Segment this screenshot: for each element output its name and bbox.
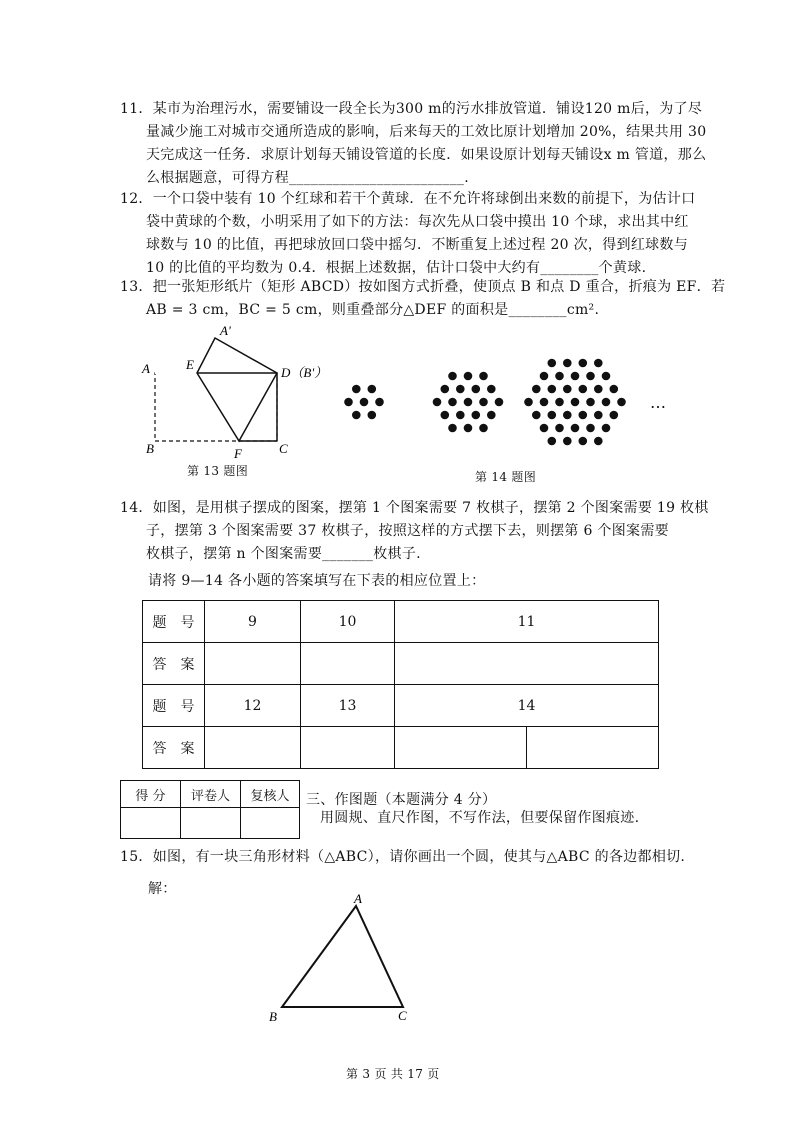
chess-piece-dot	[586, 398, 595, 407]
chess-piece-dot	[532, 385, 541, 394]
q15-solution-label: 解：	[148, 881, 177, 897]
chess-piece-dot	[368, 411, 377, 420]
triangle-ABC	[282, 906, 403, 1007]
label-E: E	[186, 357, 194, 372]
chess-piece-dot	[594, 359, 603, 368]
label-C: C	[398, 1008, 407, 1023]
chess-piece-dot	[571, 398, 580, 407]
chess-piece-dot	[368, 385, 377, 394]
chess-piece-dot	[571, 372, 580, 381]
chess-piece-dot	[448, 398, 457, 407]
chess-piece-dot	[617, 398, 626, 407]
chess-piece-dot	[472, 411, 481, 420]
label-A: A	[142, 361, 150, 376]
folded-quadrilateral	[197, 338, 277, 441]
section3-desc: 用圆规、直尺作图，不写作法，但要保留作图痕迹.	[320, 810, 640, 826]
figure-14	[330, 340, 690, 450]
q12-line2: 袋中黄球的个数，小明采用了如下的方法：每次先从口袋中摸出 10 个球，求出其中红	[146, 214, 689, 230]
chess-piece-dot	[563, 385, 572, 394]
reviewer-header: 复核人	[241, 781, 300, 808]
chess-piece-dot	[602, 424, 611, 433]
chess-piece-dot	[360, 398, 369, 407]
question-number-cell: 12	[205, 685, 301, 727]
answer-cell[interactable]	[301, 727, 395, 769]
answer-cell[interactable]	[205, 643, 301, 685]
table-row	[143, 685, 659, 727]
label-C: C	[279, 441, 288, 456]
label-B: B	[269, 1009, 277, 1024]
table-row	[143, 601, 659, 643]
question-number-cell: 11	[395, 601, 659, 643]
chess-piece-dot	[524, 398, 533, 407]
grader-cell[interactable]	[181, 808, 241, 839]
answer-cell[interactable]	[301, 643, 395, 685]
dot-pattern-3	[524, 359, 626, 446]
chess-piece-dot	[464, 398, 473, 407]
chess-piece-dot	[532, 411, 541, 420]
label-B: B	[146, 441, 154, 456]
chess-piece-dot	[495, 398, 504, 407]
question-number-cell: 14	[395, 685, 659, 727]
fig14-caption: 第 14 题图	[475, 470, 536, 484]
q11-line1: 11．某市为治理污水，需要铺设一段全长为300 m的污水排放管道．铺设120 m后，为了尽	[120, 101, 703, 117]
chess-piece-dot	[464, 372, 473, 381]
answer-cell[interactable]	[527, 727, 659, 769]
question-number-cell: 10	[301, 601, 395, 643]
chess-piece-dot	[555, 372, 564, 381]
section3-title: 三、作图题（本题满分 4 分）	[306, 792, 497, 808]
chess-piece-dot	[540, 424, 549, 433]
chess-piece-dot	[563, 437, 572, 446]
chess-piece-dot	[464, 424, 473, 433]
chess-piece-dot	[433, 398, 442, 407]
chess-piece-dot	[610, 411, 619, 420]
answer-cell[interactable]	[395, 643, 659, 685]
chess-piece-dot	[540, 372, 549, 381]
chess-piece-dot	[579, 359, 588, 368]
q11-line2: 量减少施工对城市交通所造成的影响，后来每天的工效比原计划增加 20%，结果共用 30	[146, 124, 707, 140]
chess-piece-dot	[352, 385, 361, 394]
chess-piece-dot	[579, 385, 588, 394]
table-instruction: 请将 9—14 各小题的答案填写在下表的相应位置上：	[148, 573, 486, 589]
chess-piece-dot	[487, 411, 496, 420]
answer-cell[interactable]	[395, 727, 527, 769]
chess-piece-dot	[548, 385, 557, 394]
chess-piece-dot	[579, 437, 588, 446]
q14-line3: 枚棋子，摆第 n 个图案需要_______枚棋子.	[146, 546, 421, 562]
q11-line3: 天完成这一任务．求原计划每天铺设管道的长度．如果设原计划每天铺设x m 管道，那么	[146, 147, 707, 163]
header-cell: 答 案	[143, 727, 205, 769]
chess-piece-dot	[594, 411, 603, 420]
chess-piece-dot	[548, 437, 557, 446]
chess-piece-dot	[563, 411, 572, 420]
q11-line4: 么根据题意，可得方程________________________.	[146, 170, 469, 186]
question-number-cell: 13	[301, 685, 395, 727]
figure-13	[140, 320, 328, 480]
chess-piece-dot	[594, 437, 603, 446]
score-header: 得 分	[121, 781, 181, 808]
figure-15	[262, 888, 422, 1028]
chess-piece-dot	[555, 398, 564, 407]
question-number-cell: 9	[205, 601, 301, 643]
chess-piece-dot	[571, 424, 580, 433]
fig13-caption: 第 13 题图	[187, 464, 248, 478]
chess-piece-dot	[448, 424, 457, 433]
chess-piece-dot	[610, 385, 619, 394]
chess-piece-dot	[375, 398, 384, 407]
score-table	[120, 780, 300, 839]
table-row	[143, 643, 659, 685]
chess-piece-dot	[555, 424, 564, 433]
chess-piece-dot	[344, 398, 353, 407]
chess-piece-dot	[586, 372, 595, 381]
chess-piece-dot	[352, 411, 361, 420]
chess-piece-dot	[441, 411, 450, 420]
label-A: A	[354, 891, 362, 906]
chess-piece-dot	[479, 424, 488, 433]
q12-line3: 球数与 10 的比值，再把球放回口袋中摇匀．不断重复上述过程 20 次，得到红球数与	[146, 237, 689, 253]
fig14-ellipsis: …	[650, 393, 667, 412]
header-cell: 题 号	[143, 685, 205, 727]
reviewer-cell[interactable]	[241, 808, 300, 839]
q14-line1: 14．如图，是用棋子摆成的图案，摆第 1 个图案需要 7 枚棋子，摆第 2 个图案需要 19 枚棋	[120, 500, 709, 516]
q12-line4: 10 的比值的平均数为 0.4．根据上述数据，估计口袋中大约有________个黄球.	[146, 260, 647, 276]
label-F: F	[234, 446, 242, 461]
chess-piece-dot	[602, 372, 611, 381]
chess-piece-dot	[540, 398, 549, 407]
chess-piece-dot	[479, 398, 488, 407]
q13-line1: 13．把一张矩形纸片（矩形 ABCD）按如图方式折叠，使顶点 B 和点 D 重合，折痕为 EF．若	[120, 279, 726, 295]
table-row	[121, 781, 300, 808]
chess-piece-dot	[472, 385, 481, 394]
chess-piece-dot	[456, 411, 465, 420]
chess-piece-dot	[594, 385, 603, 394]
chess-piece-dot	[456, 385, 465, 394]
label-D: D（B'）	[281, 365, 328, 380]
chess-piece-dot	[448, 372, 457, 381]
table-row	[143, 727, 659, 769]
header-cell: 答 案	[143, 643, 205, 685]
chess-piece-dot	[441, 385, 450, 394]
label-A-prime: A'	[220, 323, 231, 338]
chess-piece-dot	[548, 411, 557, 420]
grader-header: 评卷人	[181, 781, 241, 808]
chess-piece-dot	[479, 372, 488, 381]
chess-piece-dot	[602, 398, 611, 407]
dot-pattern-1	[344, 385, 384, 420]
chess-piece-dot	[579, 411, 588, 420]
score-cell[interactable]	[121, 808, 181, 839]
header-cell: 题 号	[143, 601, 205, 643]
dot-pattern-2	[433, 372, 504, 433]
q14-line2: 子，摆第 3 个图案需要 37 枚棋子，按照这样的方式摆下去，则摆第 6 个图案需要	[146, 523, 669, 539]
chess-piece-dot	[586, 424, 595, 433]
q13-line2: AB = 3 cm，BC = 5 cm，则重叠部分△DEF 的面积是________cm².	[146, 302, 600, 318]
chess-piece-dot	[548, 359, 557, 368]
answer-table	[142, 600, 659, 769]
page-footer: 第 3 页 共 17 页	[346, 1067, 440, 1081]
chess-piece-dot	[487, 385, 496, 394]
answer-cell[interactable]	[205, 727, 301, 769]
q15-line1: 15．如图，有一块三角形材料（△ABC），请你画出一个圆，使其与△ABC 的各边都相切.	[120, 849, 686, 865]
table-row	[121, 808, 300, 839]
q12-line1: 12．一个口袋中装有 10 个红球和若干个黄球．在不允许将球倒出来数的前提下，为估计口	[120, 191, 696, 207]
chess-piece-dot	[563, 359, 572, 368]
